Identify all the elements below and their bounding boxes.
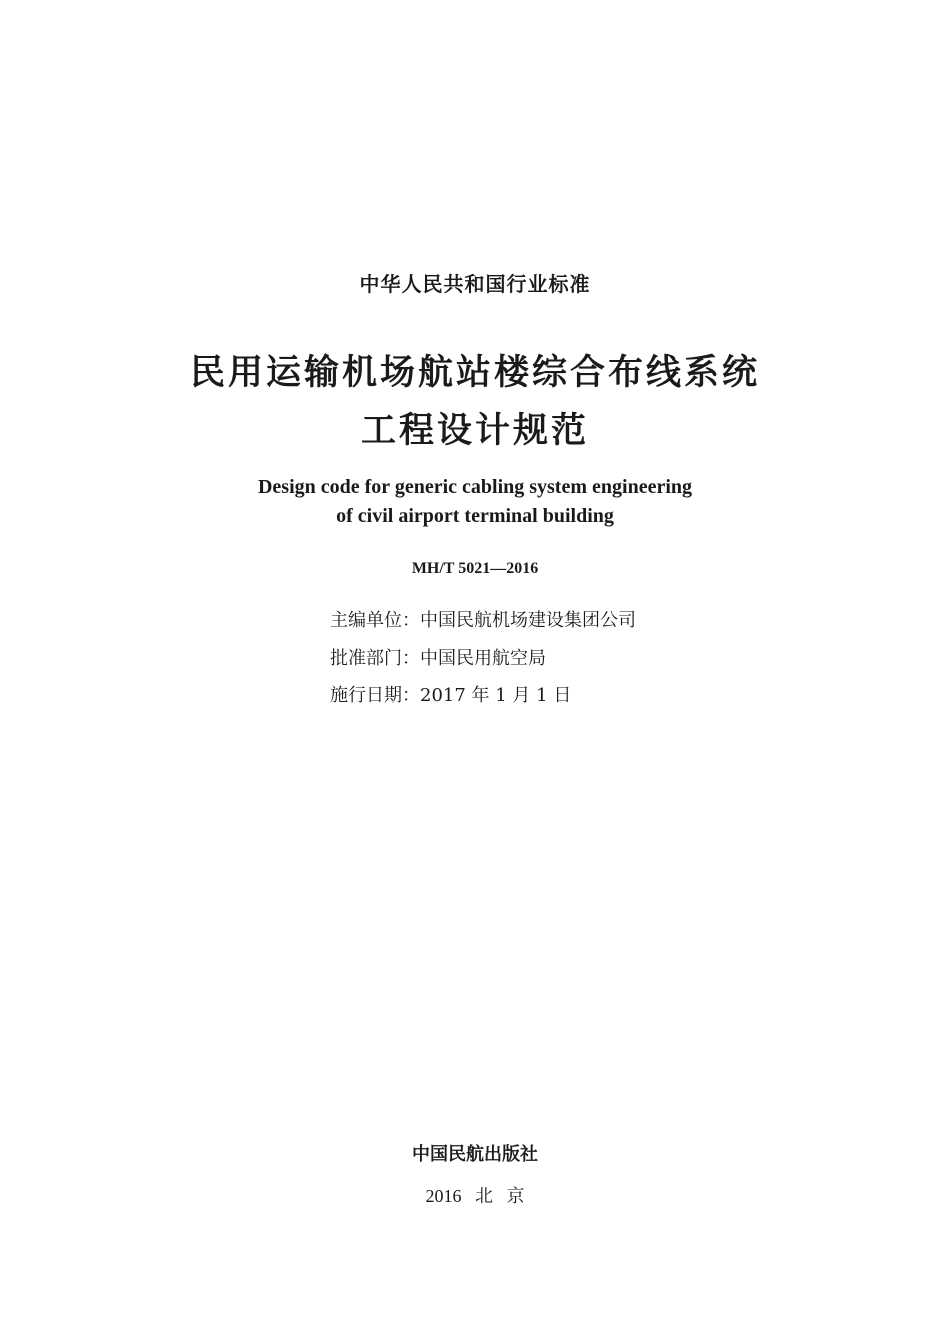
english-title-line-1: Design code for generic cabling system engineering — [257, 476, 692, 498]
industry-standard-label: 中华人民共和国行业标准 — [359, 272, 591, 296]
effective-date: 施行日期：2017 年 1 月 1 日 — [330, 685, 572, 706]
chief-editor-unit: 主编单位：中国民航机场建设集团公司 — [330, 610, 636, 631]
chinese-title-line-2: 工程设计规范 — [360, 411, 589, 451]
approving-department: 批准部门：中国民用航空局 — [330, 648, 546, 669]
chinese-title-line-1: 民用运输机场航站楼综合布线系统 — [189, 353, 760, 393]
publisher: 中国民航出版社 — [412, 1144, 538, 1165]
standard-code: MH/T 5021—2016 — [411, 560, 539, 577]
publication-year-place: 2016 北 京 — [425, 1186, 525, 1206]
english-title-line-2: of civil airport terminal building — [336, 505, 614, 527]
